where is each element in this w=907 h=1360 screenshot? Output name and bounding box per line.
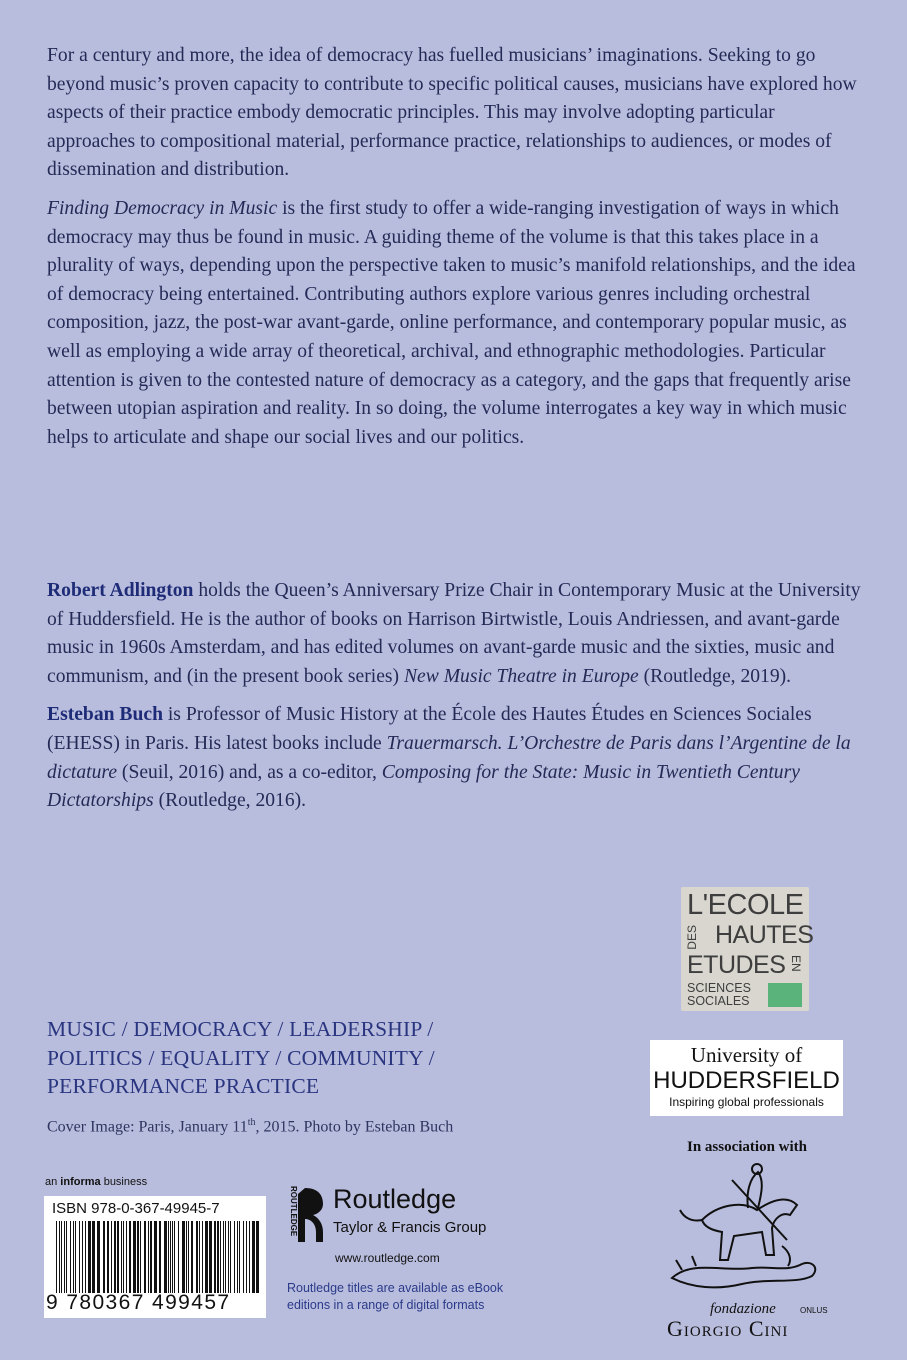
barcode-bar: [256, 1221, 259, 1293]
editor-bios: [47, 577, 867, 816]
cover-image-credit: [47, 1117, 453, 1136]
barcode-bar: [66, 1221, 67, 1293]
cover-credit-prefix: Cover Image: Paris, January 11: [47, 1118, 248, 1136]
barcode-bar: [150, 1221, 152, 1293]
barcode-digits: 9 780367 499457: [46, 1291, 231, 1314]
barcode-bar: [168, 1221, 169, 1293]
isbn-barcode: [44, 1196, 266, 1318]
barcode-bar: [205, 1221, 208, 1293]
barcode-bar: [172, 1221, 173, 1293]
barcode-bar: [73, 1221, 74, 1293]
barcode-bar: [97, 1221, 100, 1293]
informa-brand: informa: [60, 1176, 101, 1188]
cini-fondazione: fondazione: [710, 1301, 776, 1317]
subject-categories: [47, 1015, 567, 1101]
informa-pre: an: [45, 1176, 61, 1188]
barcode-bar: [220, 1221, 221, 1293]
barcode-bar: [182, 1221, 185, 1293]
association-label: In association with: [687, 1139, 808, 1155]
barcode-bar: [249, 1221, 250, 1293]
st-george-dragon-icon: [662, 1160, 832, 1300]
bio-buch-book-2: Composing for the State: Music in Twentieth Century Dictatorships: [47, 761, 800, 812]
routledge-ebook-note: Routledge titles are available as eBook editions in a range of digital formats: [287, 1281, 504, 1312]
barcode-bar: [126, 1221, 127, 1293]
cini-name: [667, 1316, 788, 1342]
barcode-bar: [92, 1221, 95, 1293]
bio-adlington-book: New Music Theatre in Europe: [403, 665, 639, 687]
huddersfield-tagline: Inspiring global professionals: [669, 1095, 824, 1109]
barcode-bar: [75, 1221, 76, 1293]
barcode-bar: [70, 1221, 71, 1293]
barcode-bar: [121, 1221, 122, 1293]
back-cover-blurb: [47, 42, 867, 452]
ehess-line-3: ETUDES: [687, 951, 786, 979]
ehess-line-1: L'ECOLE: [687, 889, 804, 921]
barcode-bar: [140, 1221, 141, 1293]
ehess-green-square: [768, 983, 802, 1007]
subject-line-1: MUSIC / DEMOCRACY / LEADERSHIP /: [47, 1017, 434, 1041]
barcode-bar: [159, 1221, 161, 1293]
barcode-bar: [64, 1221, 65, 1293]
barcode-bar: [178, 1221, 179, 1293]
routledge-logo-text: ROUTLEDGE: [289, 1186, 298, 1237]
barcode-bar: [243, 1221, 244, 1293]
barcode-bar: [88, 1221, 91, 1293]
barcode-bar: [217, 1221, 219, 1293]
barcode-bar: [144, 1221, 146, 1293]
editor-name-buch: Esteban Buch: [47, 704, 163, 726]
ehess-logo: [681, 887, 814, 1011]
barcode-bar: [214, 1221, 216, 1293]
barcode-bar: [188, 1221, 189, 1293]
bio-buch: [47, 701, 867, 815]
routledge-group: Taylor & Francis Group: [333, 1219, 487, 1236]
cini-onlus: ONLUS: [800, 1306, 828, 1315]
barcode-bar: [174, 1221, 175, 1293]
barcode-bar: [234, 1221, 235, 1293]
barcode-bar: [123, 1221, 124, 1293]
barcode-bar: [191, 1221, 193, 1293]
ehess-sci-2: SOCIALES: [687, 994, 750, 1008]
barcode-bar: [252, 1221, 255, 1293]
barcode-bar: [107, 1221, 109, 1293]
routledge-website[interactable]: www.routledge.com: [335, 1251, 440, 1265]
informa-post: business: [100, 1176, 148, 1188]
blurb-paragraph-1: For a century and more, the idea of democracy has fuelled musicians’ imaginations. Seeking to go beyond music’s proven capacity to contribute to specific political causes, musicians have explored how aspects of their practice embody democratic principles. This may involve adopting particular approaches to compositional material, performance practice, relationships to audiences, or modes of dissemination and distribution.: [47, 45, 857, 181]
isbn-text: ISBN 978-0-367-49945-7: [52, 1200, 220, 1217]
barcode-bar: [199, 1221, 200, 1293]
barcode-bar: [114, 1221, 116, 1293]
cover-credit-sup: th: [247, 1117, 256, 1128]
ehess-sci-1: SCIENCES: [687, 981, 751, 995]
bio-adlington: [47, 577, 867, 691]
barcode-bar: [223, 1221, 224, 1293]
barcode-bar: [246, 1221, 247, 1293]
huddersfield-logo: [650, 1040, 843, 1116]
bio-adlington-end: (Routledge, 2019).: [638, 665, 792, 687]
ehess-en: EN: [789, 955, 803, 972]
barcode-bars: [56, 1221, 260, 1293]
barcode-bar: [103, 1221, 105, 1293]
barcode-bar: [148, 1221, 149, 1293]
cover-credit-suffix: , 2015. Photo by Esteban Buch: [255, 1118, 454, 1136]
barcode-bar: [137, 1221, 139, 1293]
subject-line-2: POLITICS / EQUALITY / COMMUNITY /: [47, 1045, 435, 1070]
barcode-bar: [186, 1221, 187, 1293]
barcode-bar: [230, 1221, 231, 1293]
barcode-bar: [133, 1221, 136, 1293]
barcode-bar: [239, 1221, 240, 1293]
bio-buch-end: (Routledge, 2016).: [153, 790, 307, 812]
barcode-bar: [164, 1221, 167, 1293]
barcode-bar: [111, 1221, 112, 1293]
barcode-bar: [79, 1221, 80, 1293]
blurb-paragraph-2: [47, 195, 867, 452]
bio-buch-mid: (Seuil, 2016) and, as a co-editor,: [117, 761, 382, 783]
ehess-des: DES: [685, 925, 699, 950]
barcode-bar: [225, 1221, 226, 1293]
barcode-bar: [209, 1221, 212, 1293]
subject-line-3: PERFORMANCE PRACTICE: [47, 1074, 320, 1098]
ehess-line-2: HAUTES: [715, 921, 814, 949]
informa-business-label: [45, 1176, 147, 1188]
routledge-logo-icon: [283, 1184, 327, 1246]
barcode-bar: [170, 1221, 171, 1293]
bio-adlington-text: holds the Queen’s Anniversary Prize Chair in Contemporary Music at the University of Huddersfield. He is the author of books on Harrison Birtwistle, Louis Andriessen, and avant-garde music in 1960s Amsterdam, and has edited volumes on avant-garde music and the sixties, music and communism, and (in the present book series): [47, 580, 861, 687]
barcode-bar: [196, 1221, 198, 1293]
barcode-bar: [56, 1221, 57, 1293]
ehess-sciences: [687, 982, 751, 1008]
editor-name-adlington: Robert Adlington: [47, 580, 194, 601]
barcode-bar: [237, 1221, 238, 1293]
barcode-bar: [82, 1221, 83, 1293]
book-title: Finding Democracy in Music: [47, 197, 278, 219]
barcode-bar: [85, 1221, 86, 1293]
routledge-name: Routledge: [333, 1184, 457, 1214]
bio-buch-text: is Professor of Music History at the École des Hautes Études en Sciences Sociales (EHESS) in Paris. His latest books include: [47, 704, 812, 754]
barcode-bar: [61, 1221, 62, 1293]
huddersfield-line-2: HUDDERSFIELD: [653, 1067, 840, 1094]
blurb-paragraph-2-text: is the first study to offer a wide-ranging investigation of ways in which democracy may thus be found in music. A guiding theme of the volume is that this takes place in a plurality of ways, depending upon the perspective taken to music’s manifold relationships, and the idea of democracy being entertained. Contributing authors explore various genres including orchestral composition, jazz, the post-war avant-garde, online performance, and contemporary popular music, as well as employing a wide array of theoretical, archival, and ethnographic methodologies. Particular attention is given to the contested nature of democracy as a category, and the gaps that frequently arise between utopian aspiration and reality. In so doing, the volume interrogates a key way in which music helps to articulate and shape our social lives and our politics.: [47, 197, 856, 448]
barcode-bar: [117, 1221, 119, 1293]
huddersfield-line-1: University of: [690, 1043, 803, 1067]
barcode-bar: [154, 1221, 157, 1293]
bio-buch-book-1: Trauermarsch. L’Orchestre de Paris dans l’Argentine de la dictature: [47, 732, 851, 783]
barcode-bar: [59, 1221, 60, 1293]
barcode-bar: [228, 1221, 229, 1293]
barcode-bar: [202, 1221, 203, 1293]
cini-name-text: Giorgio Cini: [667, 1316, 789, 1341]
barcode-bar: [129, 1221, 131, 1293]
